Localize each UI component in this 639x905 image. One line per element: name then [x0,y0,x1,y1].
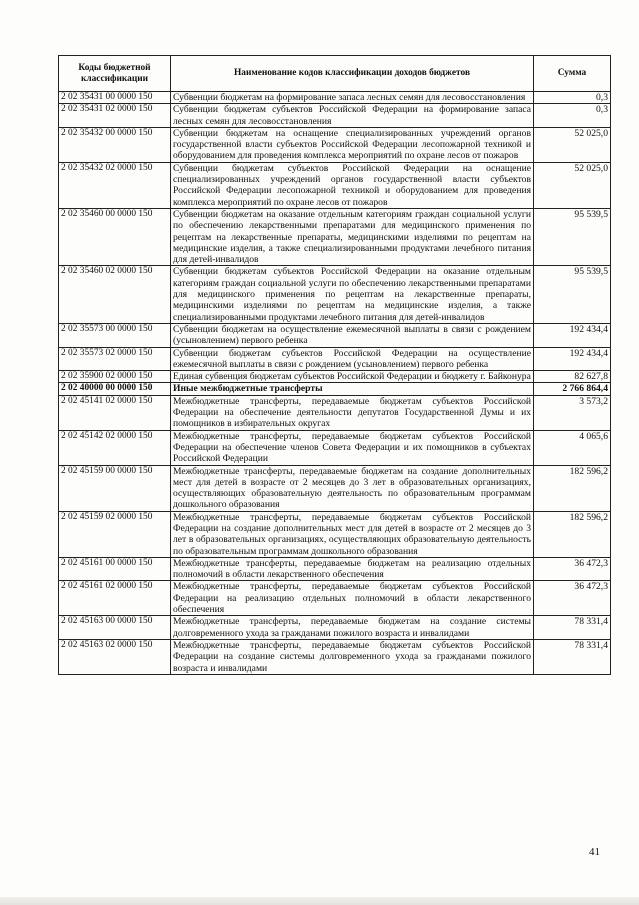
table-row [59,639,611,674]
name-cell: Единая субвенция бюджетам субъектов Российской Федерации и бюджету г. Байконура [171,371,534,383]
amount-cell: 0,3 [534,104,611,128]
table-row [59,395,611,430]
name-cell: Межбюджетные трансферты, передаваемые бюджетам на реализацию отдельных полномочий в области лекарственного обеспечения [171,557,534,581]
table-row [59,371,611,383]
header-name: Наименование кодов классификации доходов бюджетов [171,56,534,92]
code-cell: 2 02 35460 00 0000 150 [59,208,171,265]
header-code: Коды бюджетной классификации [59,56,171,92]
table-row [59,162,611,208]
code-cell: 2 02 45141 02 0000 150 [59,395,171,430]
table-row [59,511,611,557]
table-row [59,323,611,347]
amount-cell: 52 025,0 [534,162,611,208]
table-row [59,266,611,323]
amount-cell: 78 331,4 [534,639,611,674]
code-cell: 2 02 35432 00 0000 150 [59,127,171,162]
name-cell: Субвенции бюджетам субъектов Российской Федерации на оснащение специализированных учреждений органов государственной власти субъектов Российской Федерации лесопожарной техникой и оборудованием для проведения комплекса мероприятий по охране лесов от пожаров [171,162,534,208]
amount-cell: 182 596,2 [534,511,611,557]
amount-cell: 78 331,4 [534,616,611,640]
code-cell: 2 02 35573 00 0000 150 [59,323,171,347]
amount-cell: 95 539,5 [534,266,611,323]
name-cell: Субвенции бюджетам на формирование запаса лесных семян для лесовосстановления [171,92,534,104]
page-bottom-edge [0,897,639,905]
amount-cell: 2 766 864,4 [534,383,611,395]
amount-cell: 52 025,0 [534,127,611,162]
code-cell: 2 02 45161 02 0000 150 [59,581,171,616]
code-cell: 2 02 45159 02 0000 150 [59,511,171,557]
amount-cell: 82 627,8 [534,371,611,383]
table-row [59,383,611,395]
name-cell: Субвенции бюджетам на оснащение специализированных учреждений органов государственной власти субъектов Российской Федерации лесопожарной техникой и оборудованием для проведения комплекса мероприятий по охране лесов от пожаров [171,127,534,162]
code-cell: 2 02 35573 02 0000 150 [59,347,171,371]
table-row [59,581,611,616]
name-cell: Субвенции бюджетам субъектов Российской Федерации на формирование запаса лесных семян для лесовосстановления [171,104,534,128]
amount-cell: 95 539,5 [534,208,611,265]
name-cell: Межбюджетные трансферты, передаваемые бюджетам субъектов Российской Федерации на обеспечение членов Совета Федерации и их помощников в субъектах Российской Федерации [171,430,534,465]
amount-cell: 182 596,2 [534,465,611,511]
name-cell: Межбюджетные трансферты, передаваемые бюджетам субъектов Российской Федерации на реализацию отдельных полномочий в области лекарственного обеспечения [171,581,534,616]
amount-cell: 192 434,4 [534,347,611,371]
code-cell: 2 02 35460 02 0000 150 [59,266,171,323]
name-cell: Межбюджетные трансферты, передаваемые бюджетам на создание дополнительных мест для детей в возрасте от 2 месяцев до 3 лет в образовательных организациях, осуществляющих образовательную деятельность по образовательным программам дошкольного образования [171,465,534,511]
table-row [59,92,611,104]
table-row [59,347,611,371]
name-cell: Межбюджетные трансферты, передаваемые бюджетам на создание системы долговременного ухода за гражданами пожилого возраста и инвалидами [171,616,534,640]
name-cell: Межбюджетные трансферты, передаваемые бюджетам субъектов Российской Федерации на обеспечение деятельности депутатов Государственной Думы и их помощников в избирательных округах [171,395,534,430]
amount-cell: 4 065,6 [534,430,611,465]
name-cell: Субвенции бюджетам субъектов Российской Федерации на осуществление ежемесячной выплаты в связи с рождением (усыновлением) первого ребенка [171,347,534,371]
code-cell: 2 02 35431 00 0000 150 [59,92,171,104]
table-row [59,465,611,511]
page-number: 41 [589,846,600,858]
name-cell: Межбюджетные трансферты, передаваемые бюджетам субъектов Российской Федерации на создание дополнительных мест для детей в возрасте от 2 месяцев до 3 лет в образовательных организациях, осуществляющих образовательную деятельность по образовательным программам дошкольного образования [171,511,534,557]
name-cell: Субвенции бюджетам субъектов Российской Федерации на оказание отдельным категориям граждан социальной услуги по обеспечению лекарственными препаратами для медицинского применения по рецептам на лекарственные препараты, медицинскими изделиями по рецептам на медицинские изделия, а также специализированными продуктами лечебного питания для детей-инвалидов [171,266,534,323]
code-cell: 2 02 35431 02 0000 150 [59,104,171,128]
table-row [59,208,611,265]
code-cell: 2 02 35432 02 0000 150 [59,162,171,208]
name-cell: Межбюджетные трансферты, передаваемые бюджетам субъектов Российской Федерации на создание системы долговременного ухода за гражданами пожилого возраста и инвалидами [171,639,534,674]
amount-cell: 3 573,2 [534,395,611,430]
table-row [59,616,611,640]
code-cell: 2 02 45163 02 0000 150 [59,639,171,674]
amount-cell: 0,3 [534,92,611,104]
amount-cell: 36 472,3 [534,557,611,581]
name-cell: Субвенции бюджетам на осуществление ежемесячной выплаты в связи с рождением (усыновлением) первого ребенка [171,323,534,347]
code-cell: 2 02 40000 00 0000 150 [59,383,171,395]
header-amount: Сумма [534,56,611,92]
code-cell: 2 02 45159 00 0000 150 [59,465,171,511]
amount-cell: 192 434,4 [534,323,611,347]
name-cell: Субвенции бюджетам на оказание отдельным категориям граждан социальной услуги по обеспечению лекарственными препаратами для медицинского применения по рецептам на лекарственные препараты, медицинскими изделиями по рецептам на медицинские изделия, а также специализированными продуктами лечебного питания для детей-инвалидов [171,208,534,265]
code-cell: 2 02 45142 02 0000 150 [59,430,171,465]
budget-revenue-table [58,55,611,675]
name-cell: Иные межбюджетные трансферты [171,383,534,395]
code-cell: 2 02 45161 00 0000 150 [59,557,171,581]
table-row [59,127,611,162]
code-cell: 2 02 35900 02 0000 150 [59,371,171,383]
code-cell: 2 02 45163 00 0000 150 [59,616,171,640]
table-header-row [59,56,611,92]
table-row [59,430,611,465]
table-row [59,557,611,581]
amount-cell: 36 472,3 [534,581,611,616]
table-row [59,104,611,128]
table-body [59,92,611,675]
